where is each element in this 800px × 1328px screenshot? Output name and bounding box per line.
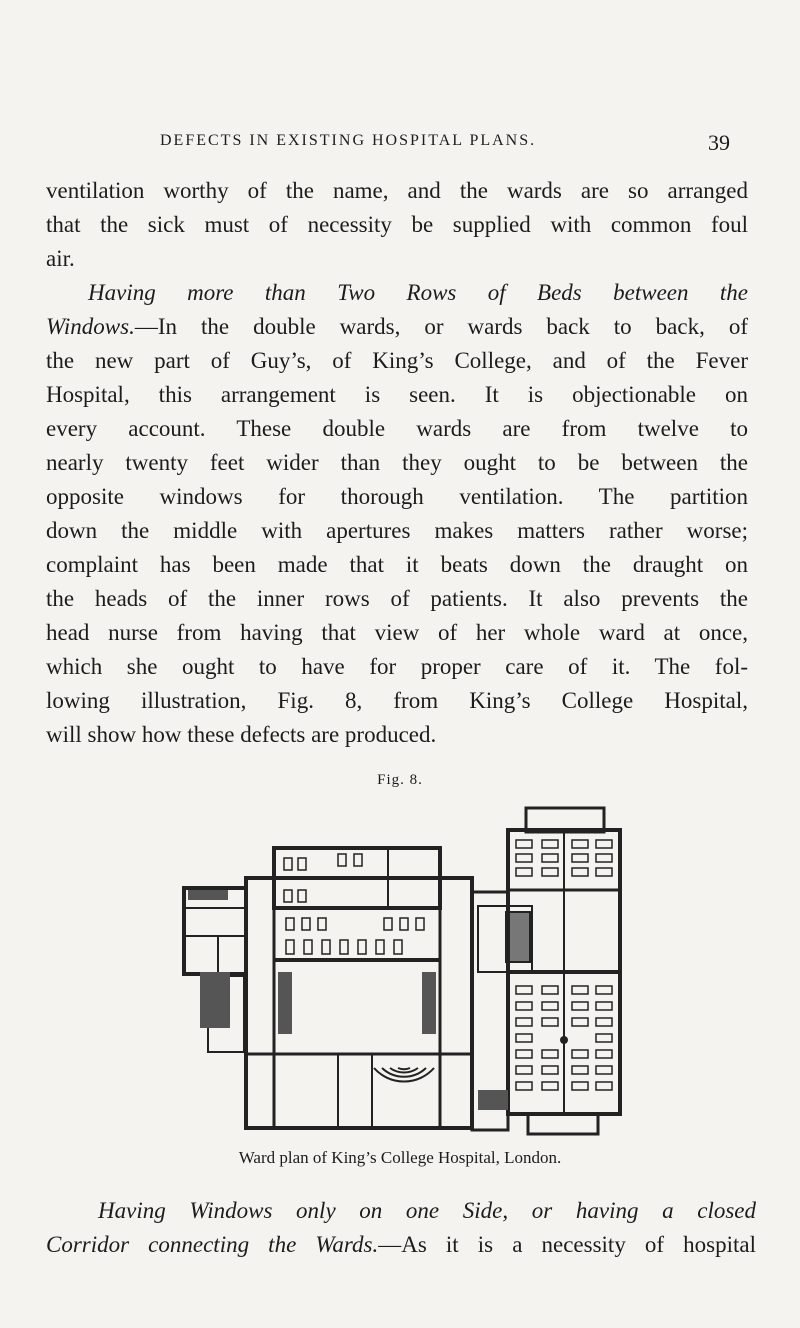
text-line: will show how these defects are produced. — [46, 722, 437, 747]
text-line: the heads of the inner rows of patients. It also prevents the — [46, 586, 748, 611]
figure-caption: Ward plan of King’s College Hospital, London. — [238, 1148, 562, 1167]
running-title: DEFECTS IN EXISTING HOSPITAL PLANS. — [160, 132, 537, 149]
text-line: ventilation worthy of the name, and the wards are so arranged — [46, 178, 748, 203]
text-line: which she ought to have for proper care of it. The fol- — [46, 654, 748, 679]
section-heading: Having Windows only on one Side, or having a closed — [98, 1198, 756, 1223]
figure-label: Fig. 8. — [377, 772, 423, 788]
section-heading-cont: Corridor connecting the Wards. — [46, 1232, 379, 1257]
running-head — [0, 126, 800, 166]
ward-plan-illustration — [178, 800, 628, 1136]
text-line: opposite windows for thorough ventilation. The partition — [46, 484, 748, 509]
text-line-rest: —In the double wards, or wards back to back, of — [134, 314, 748, 339]
section-heading: Having more than Two Rows of Beds between the — [88, 280, 748, 305]
section-heading-cont: Windows. — [46, 314, 135, 339]
text-line — [46, 310, 748, 344]
text-line: nearly twenty feet wider than they ought to be between the — [46, 450, 748, 475]
text-line-rest: —As it is a necessity of hospital — [378, 1232, 757, 1257]
text-line — [46, 1228, 756, 1262]
text-line: complaint has been made that it beats down the draught on — [46, 552, 748, 577]
text-line: lowing illustration, Fig. 8, from King’s College Hospital, — [46, 688, 748, 713]
text-line: head nurse from having that view of her whole ward at once, — [46, 620, 748, 645]
text-line: the new part of Guy’s, of King’s College, and of the Fever — [46, 348, 748, 373]
text-line: that the sick must of necessity be supplied with common foul — [46, 212, 748, 237]
page-number: 39 — [708, 130, 730, 155]
paragraph-1 — [46, 174, 748, 276]
paragraph-3 — [46, 1194, 756, 1262]
text-line: Hospital, this arrangement is seen. It is objectionable on — [46, 382, 748, 407]
text-line: down the middle with apertures makes matters rather worse; — [46, 518, 748, 543]
text-line: air. — [46, 246, 75, 271]
text-line: every account. These double wards are from twelve to — [46, 416, 748, 441]
paragraph-2 — [46, 276, 748, 752]
